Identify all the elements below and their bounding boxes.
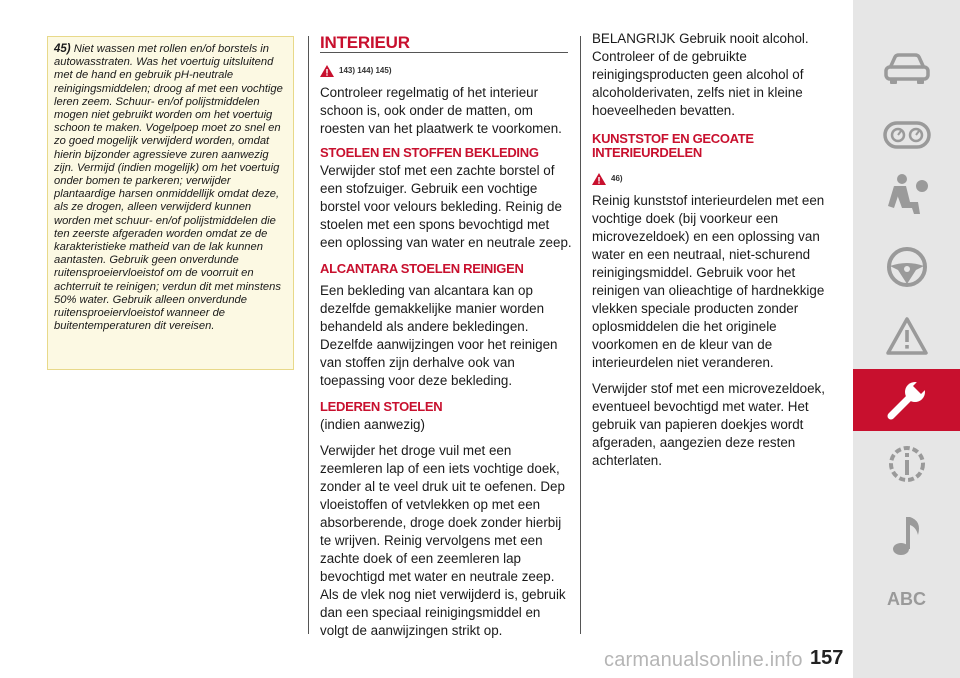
leather-seats-text: Verwijder het droge vuil met een zeemleren lap of een iets vochtige doek, zonder al te veel druk uit te oefenen. Dep vloeistoffen of vetvlekken op met een absorberende, droge doek zonder hierbij te wrijven. Reinig vervolgens met een zachte doek of een zeemleren lap bevochtigd met water en neutrale zeep. Als de vlek nog niet verwijderd is, gebruik dan een speciaal reinigingsmiddel en volgt de aanwijzingen strikt op. [320,443,566,638]
chapter-dashboard[interactable] [853,104,960,166]
section-title: INTERIEUR [320,33,410,52]
column-divider-left [308,36,309,634]
right-column [592,30,832,478]
warning-references: 46) [611,174,623,183]
plastic-parts-heading: KUNSTSTOF EN GECOATE INTERIEURDELEN [592,131,754,160]
plastic-parts-text: Reinig kunststof interieurdelen met een vochtige doek (bij voorkeur een microvezeldoek) en een oplossing van water en een neutraal, niet-schurend reinigingsmiddel. Gebruik voor het reinigen van olieachtige of hardnekkige vlekken speciale producten zonder oplosmiddelen die het originele voorkomen en de kleur van de interieurdelen niet veranderen. [592,193,825,370]
chapter-maintenance[interactable] [853,369,960,431]
chapter-technical-data[interactable] [853,433,960,495]
chapter-driving[interactable] [853,236,960,298]
leather-seats-heading: LEDEREN STOELEN [320,399,443,414]
alcantara-heading: ALCANTARA STOELEN REINIGEN [320,261,524,276]
chapter-car[interactable] [853,38,960,100]
warning-triangle-icon [885,316,929,356]
alcantara-text: Een bekleding van alcantara kan op dezelfde gemakkelijke manier worden behandeld als andere bekledingen. Dezelfde aanwijzingen voor het reinigen van stoffen zijn derhalve ook van toepassing voor deze bekleding. [320,283,558,388]
dashboard-icon [883,121,931,149]
info-gear-icon [884,441,930,487]
leather-seats-subtitle: (indien aanwezig) [320,417,425,432]
warning-triangle-icon [320,65,334,77]
middle-column [320,62,572,648]
warning-references: 143) 144) 145) [339,66,392,75]
watermark: carmanualsonline.info [604,649,803,671]
chapter-emergency[interactable] [853,305,960,367]
music-note-icon [890,513,924,557]
chapter-sidebar [853,0,960,678]
seats-fabric-text: Verwijder stof met een zachte borstel of een stofzuiger. Gebruik een vochtige borstel voor velours bekleding. Reinig de stoelen met een spons bevochtigd met een oplossing van water en neutrale zeep. [320,163,572,250]
wrench-icon [883,376,931,424]
warning-reference-row [320,62,572,80]
steering-wheel-icon [886,246,928,288]
dust-removal-text: Verwijder stof met een microvezeldoek, eventueel bevochtigd met water. Het gebruik van papieren doekjes wordt afgeraden, aangezien deze resten achterlaten. [592,381,825,468]
warning-reference-row [592,170,832,188]
abc-icon: ABC [887,588,926,609]
warning-note-paragraph [54,43,290,333]
car-icon [884,52,930,86]
intro-paragraph: Controleer regelmatig of het interieur schoon is, ook onder de matten, om roesten van het plaatwerk te voorkomen. [320,85,562,136]
column-divider-right [580,36,581,634]
warning-note-box [47,36,294,370]
seat-airbag-icon [884,172,930,218]
chapter-safety[interactable] [853,164,960,226]
warning-triangle-icon [592,173,606,185]
note-number: 45) [54,43,71,55]
chapter-index[interactable] [853,568,960,630]
seats-fabric-heading: STOELEN EN STOFFEN BEKLEDING [320,145,539,160]
chapter-multimedia[interactable] [853,504,960,566]
page-number: 157 [810,647,844,669]
important-note: BELANGRIJK Gebruik nooit alcohol. Controleer of de gebruikte reinigingsproducten geen alcohol of alcoholderivaten, zelfs niet in kleine hoeveelheden bevatten. [592,31,809,118]
title-rule [320,52,568,53]
note-text: Niet wassen met rollen en/of borstels in autowasstraten. Was het voertuig uitsluitend met de hand en gebruik pH-neutrale reinigingsmiddelen; droog af met een vochtige leren zeem. Schuur- en/of polijstmiddelen mogen niet gebruikt worden om het voertuig schoon te maken. Vogelpoep moet zo snel en zo goed mogelijk verwijderd worden, omdat hierin bijzonder agressieve zuren aanwezig zijn. Vermijd (indien mogelijk) om het voertuig onder bomen te parkeren; verwijder plantaardige harsen onmiddellijk omdat deze, als ze drogen, alleen verwijderd kunnen worden met schuur- en/of polijstmiddelen die ten zeerste afgeraden worden omdat ze de karakteristieke matheid van de lak kunnen aantasten. Gebruik geen onverdunde ruitensproeiervloeistof om de voorruit en achterruit te reinigen; verdun dit met minstens 50% water. Gebruik alleen onverdunde ruitensproeiervloeistof wanneer de buitentemperaturen dit vereisen. [54,43,283,333]
